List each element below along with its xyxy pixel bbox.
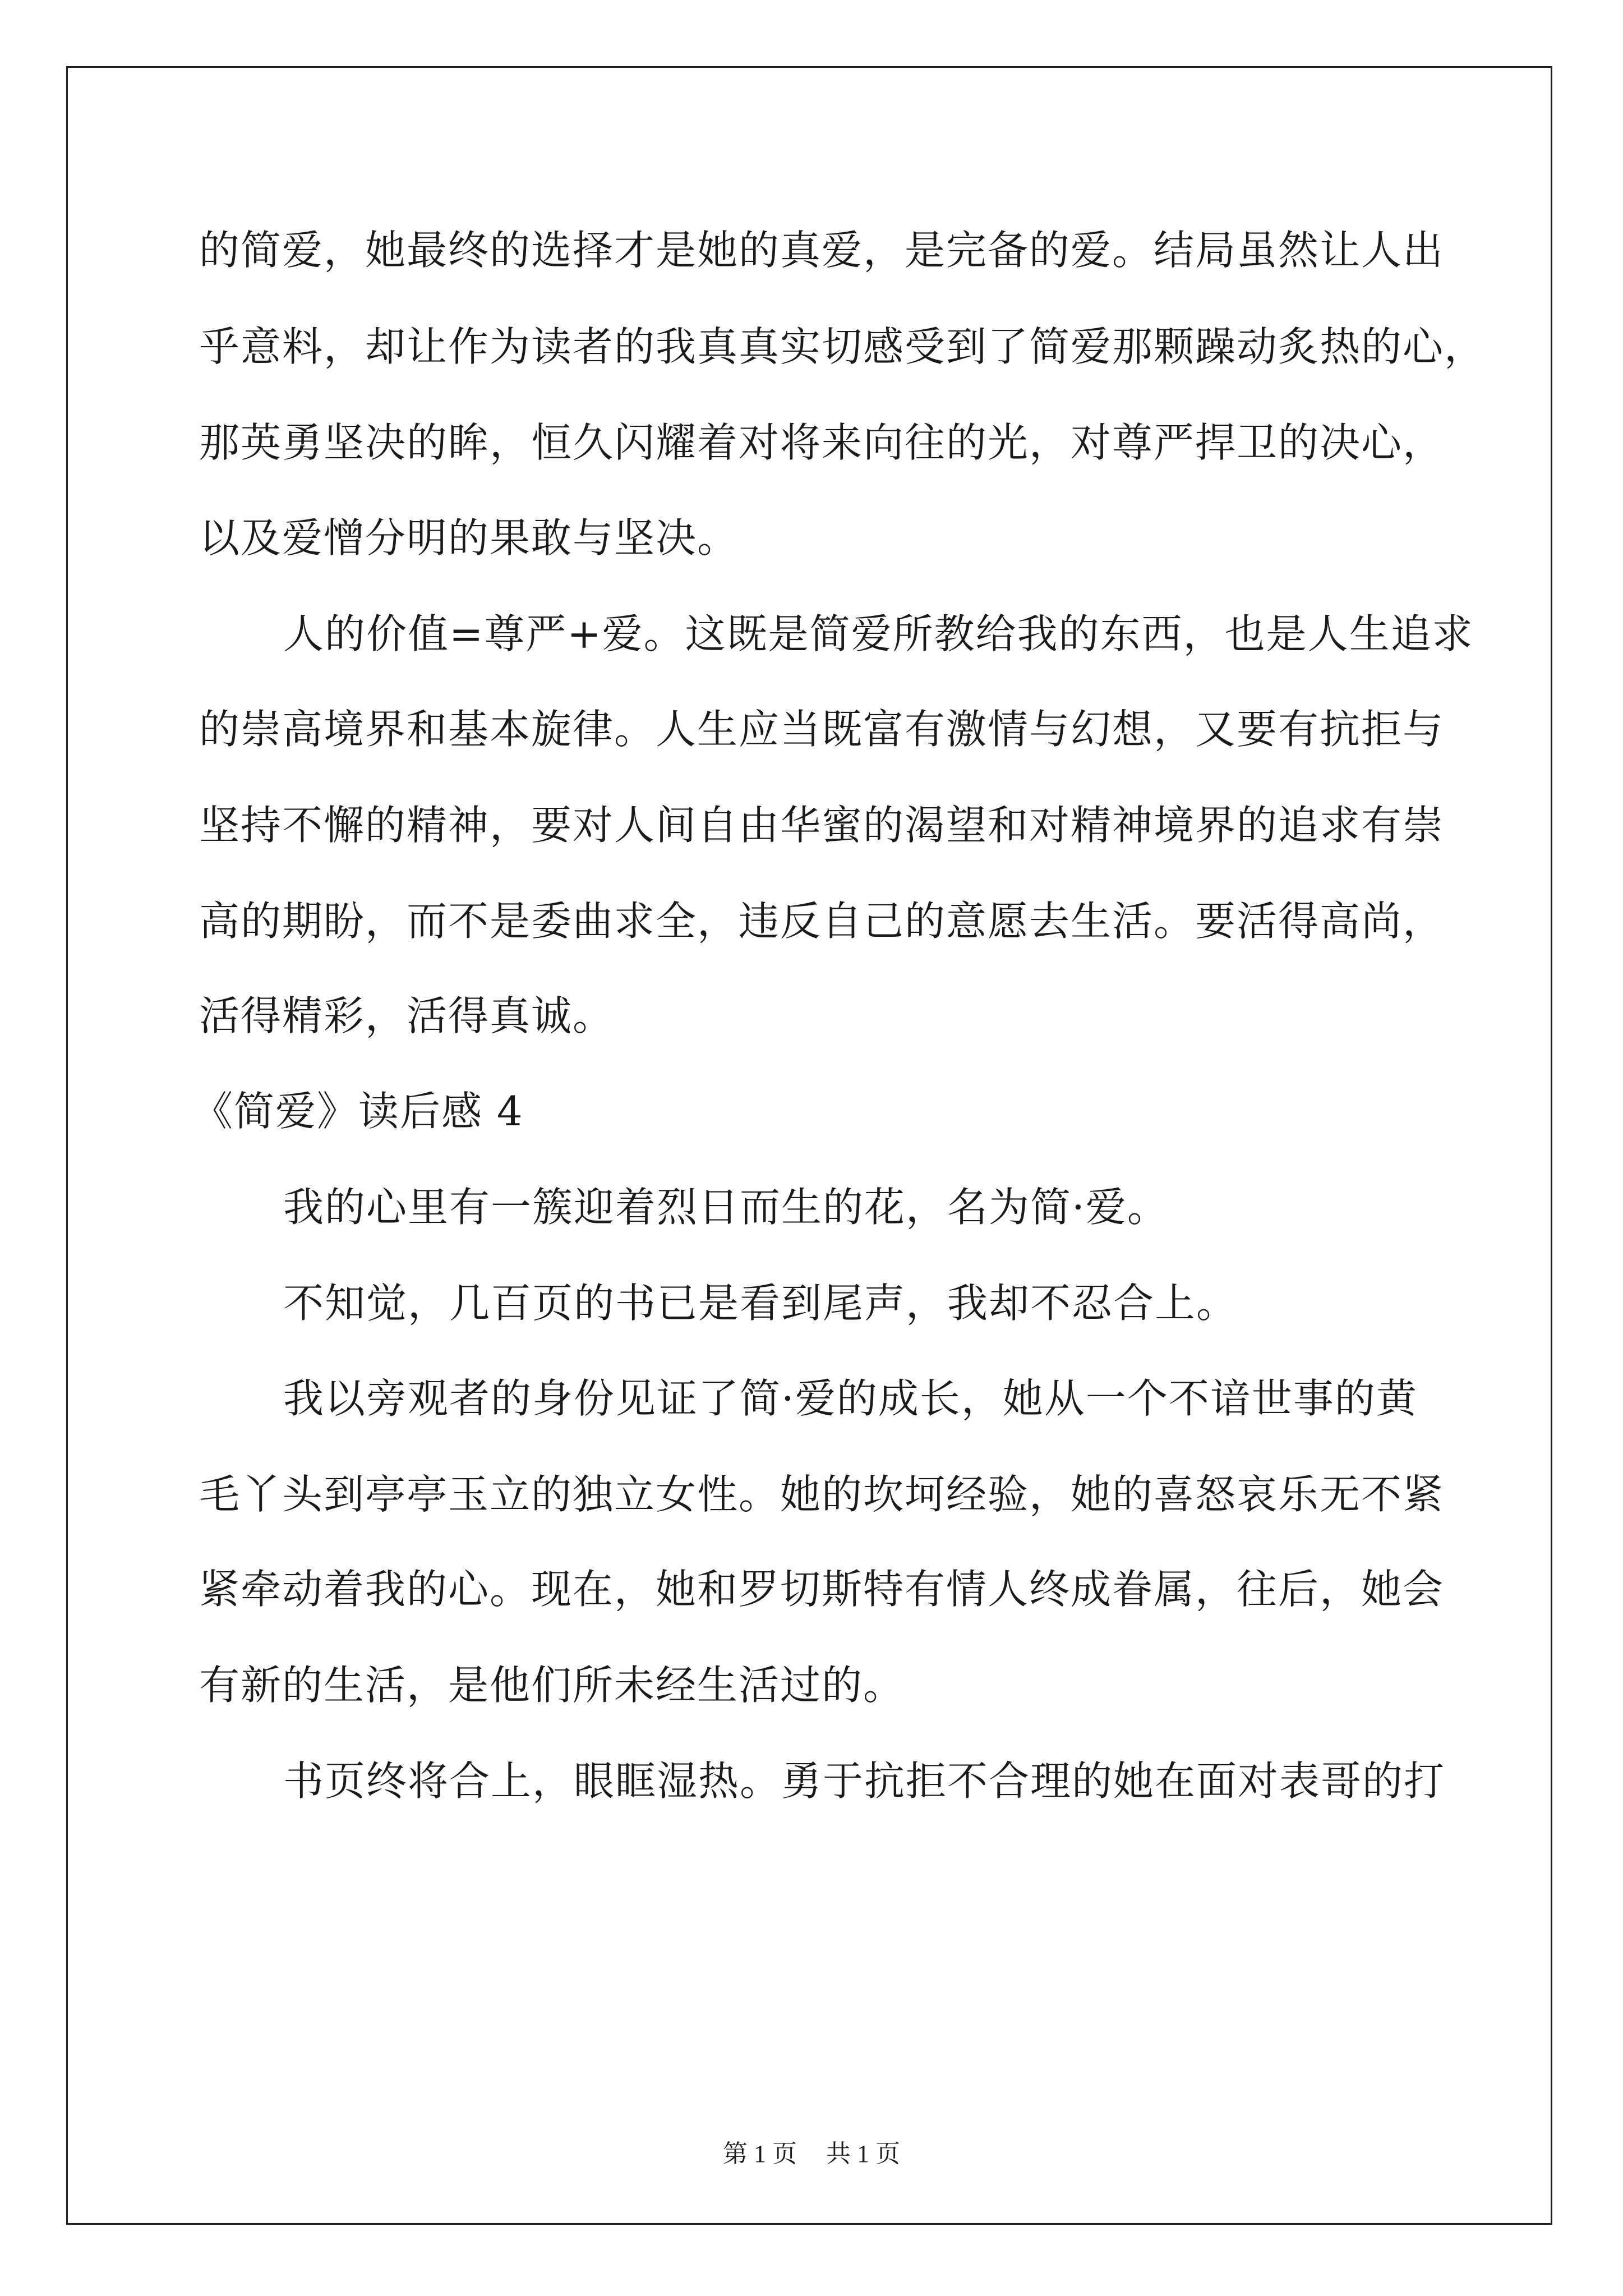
text-line: 高的期盼，而不是委曲求全，违反自己的意愿去生活。要活得高尚，: [199, 898, 1445, 945]
section-heading: 《简爱》读后感 4: [192, 1088, 524, 1135]
text-line: 那英勇坚决的眸，恒久闪耀着对将来向往的光，对尊严捍卫的决心，: [199, 419, 1445, 466]
paragraph-start-line: 不知觉，几百页的书已是看到尾声，我却不忍合上。: [283, 1280, 1238, 1327]
paragraph-start-line: 人的价值=尊严+爱。这既是简爱所教给我的东西，也是人生追求: [283, 610, 1474, 657]
text-line: 活得精彩，活得真诚。: [199, 992, 615, 1039]
page-total: 共 1 页: [826, 2140, 900, 2168]
text-line: 紧牵动着我的心。现在，她和罗切斯特有情人终成眷属，往后，她会: [199, 1566, 1445, 1613]
page-number: 第 1 页: [723, 2140, 797, 2168]
text-line: 以及爱憎分明的果敢与坚决。: [199, 514, 739, 562]
text-line: 有新的生活，是他们所未经生活过的。: [199, 1662, 905, 1709]
text-line: 坚持不懈的精神，要对人间自由华蜜的渴望和对精神境界的追求有崇: [199, 802, 1445, 849]
page-border: [66, 66, 1552, 2225]
paragraph-start-line: 我以旁观者的身份见证了简·爱的成长，她从一个不谙世事的黄: [283, 1375, 1418, 1422]
paragraph-start-line: 我的心里有一簇迎着烈日而生的花，名为简·爱。: [283, 1184, 1169, 1231]
text-line: 的简爱，她最终的选择才是她的真爱，是完备的爱。结局虽然让人出: [199, 227, 1445, 274]
text-line: 的崇高境界和基本旋律。人生应当既富有激情与幻想，又要有抗拒与: [199, 706, 1445, 753]
text-line: 毛丫头到亭亭玉立的独立女性。她的坎坷经验，她的喜怒哀乐无不紧: [199, 1471, 1445, 1518]
page-footer: [0, 2138, 1623, 2170]
paragraph-start-line: 书页终将合上，眼眶湿热。勇于抗拒不合理的她在面对表哥的打: [283, 1757, 1446, 1805]
text-line: 乎意料，却让作为读者的我真真实切感受到了简爱那颗躁动炙热的心，: [199, 323, 1486, 370]
